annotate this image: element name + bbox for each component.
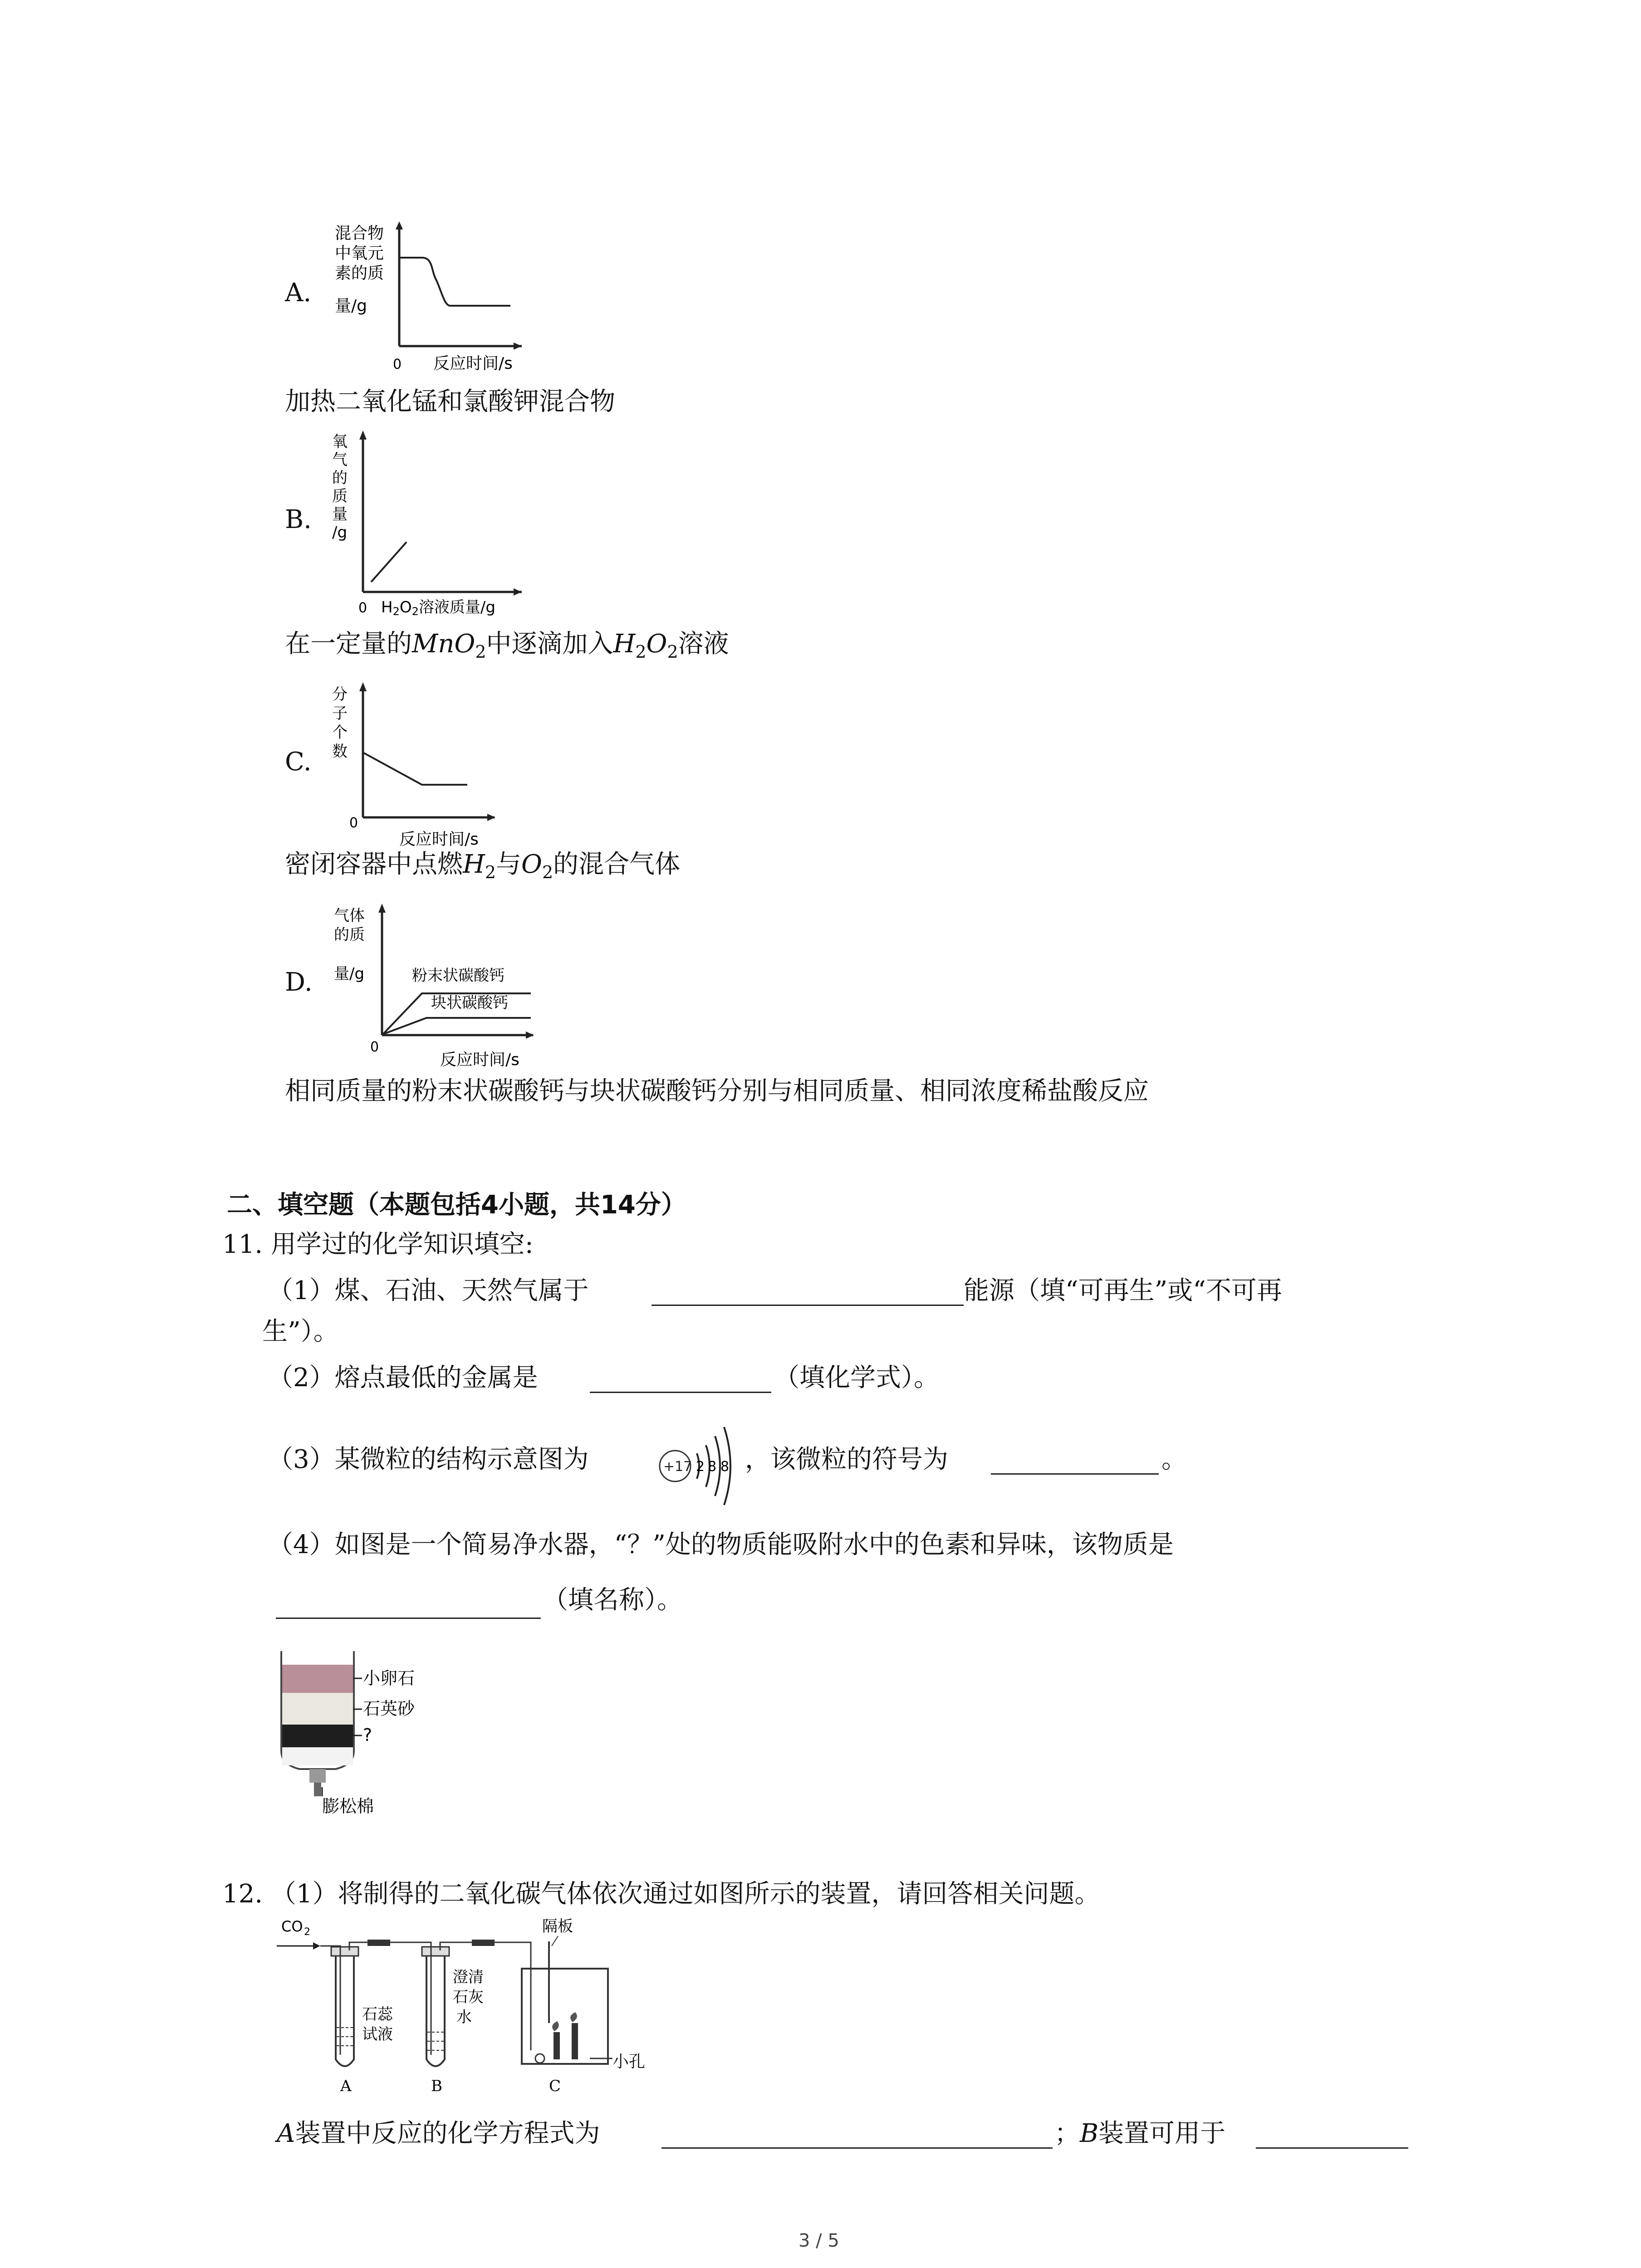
letter-b: B [431,2077,442,2095]
q11-part3-b: ，该微粒的符号为 [745,1445,948,1474]
q11-blank-2[interactable] [590,1392,771,1393]
svg-text:量: 量 [332,505,348,523]
q12-line-a: A装置中反应的化学方程式为 [277,2119,600,2148]
option-a-chart [331,221,522,385]
svg-text:子: 子 [332,704,348,723]
option-a-ylabel-3: 素的质 [335,264,384,283]
svg-text:数: 数 [332,743,348,761]
option-d-caption: 相同质量的粉末状碳酸钙与块状碳酸钙分别与相同质量、相同浓度稀盐酸反应 [285,1076,1149,1106]
q12-blank-2[interactable] [1256,2147,1408,2149]
svg-text:气体: 气体 [334,907,365,925]
option-d-chart [331,903,544,1075]
gas-label: CO [281,1918,303,1935]
letter-a: A [340,2077,352,2095]
q11-part4-a: （4）如图是一个简易净水器，“？”处的物质能吸附水中的色素和异味，该物质是 [268,1530,1174,1559]
option-b-xlabel: H2O2溶液质量/g [381,598,495,618]
option-a-ylabel-1: 混合物 [335,224,384,243]
q11-part4-b: （填名称）。 [543,1585,682,1615]
q11-part1-c: 生”）。 [262,1317,339,1346]
q11-part2-b: （填化学式）。 [774,1363,939,1393]
series-lump-label: 块状碳酸钙 [431,994,508,1012]
option-c-chart [331,681,526,858]
q11-blank-4[interactable] [276,1618,541,1619]
filter-label-unknown: ? [363,1725,372,1745]
shell-1: 2 [696,1459,705,1475]
option-d-letter: D. [285,968,313,997]
tube-b-label-2: 石灰 [453,1988,484,2006]
filter-label-quartz-sand: 石英砂 [363,1699,415,1719]
atom-nucleus: +17 [663,1459,692,1475]
option-c-origin: 0 [349,815,358,831]
option-a-origin: 0 [393,357,402,372]
filter-label-pebbles: 小卵石 [363,1668,415,1688]
q11-blank-3[interactable] [991,1473,1159,1475]
q12-stem: 12. （1）将制得的二氧化碳气体依次通过如图所示的装置，请回答相关问题。 [222,1879,1100,1909]
letter-c: C [549,2077,561,2095]
q11-stem: 11. 用学过的化学知识填空: [222,1230,534,1259]
q12-blank-1[interactable] [661,2147,1053,2149]
section-heading: 二、填空题（本题包括4小题，共14分） [227,1190,686,1220]
atom-structure-diagram [650,1406,754,1524]
option-b-line [371,542,407,582]
svg-text:2: 2 [304,1926,310,1938]
q11-part3-c: 。 [1161,1445,1187,1474]
hole-label-text: 小孔 [612,2053,646,2071]
tube-b-label-3: 水 [456,2008,472,2026]
svg-text:气: 气 [332,451,348,469]
partition-label: 隔板 [542,1917,573,1936]
shell-2: 8 [708,1459,717,1475]
option-b-chart [331,429,540,619]
q11-part3-a: （3）某微粒的结构示意图为 [268,1445,589,1474]
series-lump-line [383,1018,531,1034]
co2-apparatus-diagram [277,1914,622,2109]
svg-text:量/g: 量/g [334,965,365,983]
option-b-ylabel: 氧 [332,433,348,451]
svg-text:/g: /g [332,523,348,542]
option-a-xlabel: 反应时间/s [433,354,513,373]
series-powder-label: 粉末状碳酸钙 [412,967,505,985]
svg-text:的: 的 [332,469,348,487]
option-d-xlabel: 反应时间/s [440,1051,519,1069]
q11-part1-b: 能源（填“可再生”或“不可再 [964,1276,1282,1305]
option-b-letter: B. [285,505,312,534]
svg-text:的质: 的质 [334,926,365,944]
filter-label-cotton: 膨松棉 [322,1796,374,1816]
water-filter-diagram [272,1642,436,1814]
tube-a-label-1: 石蕊 [362,2005,393,2024]
option-c-line [364,753,467,785]
option-c-xlabel: 反应时间/s [399,830,479,849]
option-a-curve [400,258,510,306]
page-number: 3 / 5 [798,2230,839,2251]
option-c-letter: C. [285,747,312,777]
option-b-origin: 0 [358,600,367,616]
q11-part2-a: （2）熔点最低的金属是 [268,1363,538,1393]
option-d-origin: 0 [370,1039,379,1055]
option-a-ylabel-2: 中氧元 [335,244,384,263]
option-b-caption: 在一定量的MnO$_2$中逐滴加入$H_2O_2$溶液 [285,629,729,662]
q12-line-b: ；B装置可用于 [1054,2119,1226,2148]
svg-text:分: 分 [332,685,348,704]
option-a-letter: A. [285,278,312,308]
svg-text:质: 质 [332,487,348,505]
option-a-ylabel-4: 量/g [335,297,367,315]
option-a-caption: 加热二氧化锰和氯酸钾混合物 [285,387,615,416]
shell-3: 8 [720,1459,730,1475]
q11-blank-1[interactable] [652,1305,964,1306]
tube-a-label-2: 试液 [362,2025,393,2043]
svg-text:个: 个 [332,723,348,742]
q11-part1-a: （1）煤、石油、天然气属于 [268,1276,589,1305]
tube-b-label-1: 澄清 [453,1968,484,1986]
option-c-caption: 密闭容器中点燃$H_2$与$O_2$的混合气体 [285,850,681,883]
